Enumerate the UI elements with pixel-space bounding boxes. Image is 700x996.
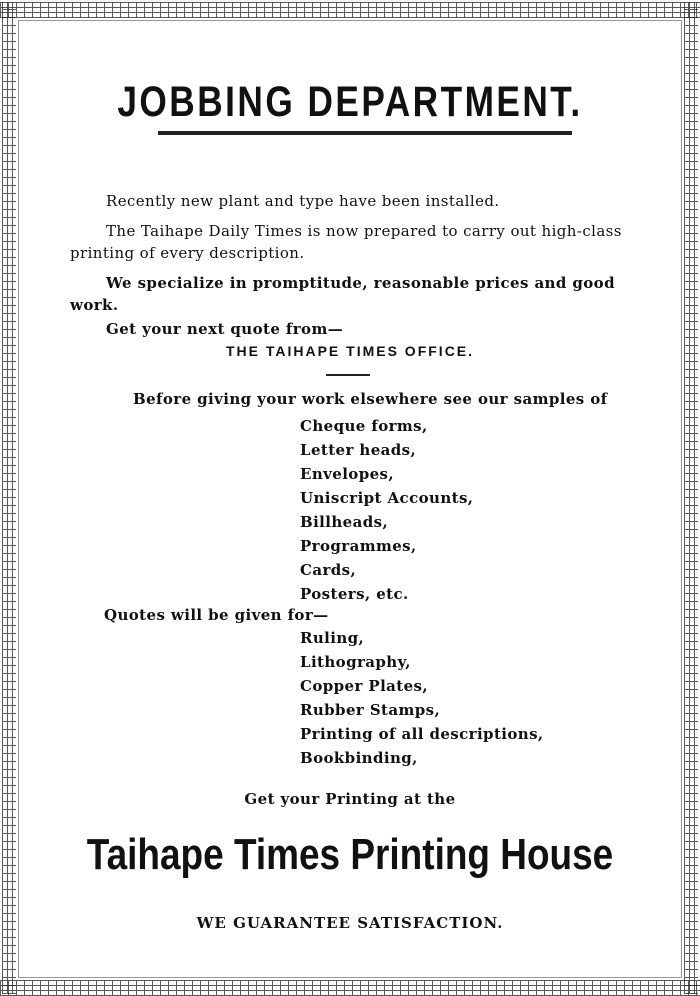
list-item: Programmes,: [300, 537, 417, 555]
samples-lead: Before giving your work elsewhere see our samples of: [133, 390, 608, 408]
intro-text-4: Get your next quote from—: [106, 320, 344, 338]
page-title: JOBBING DEPARTMENT.: [117, 78, 583, 126]
intro-text-1: Recently new plant and type have been installed.: [106, 192, 500, 210]
list-item: Cards,: [300, 561, 357, 579]
ornamental-border-left: [2, 2, 16, 994]
list-item: Lithography,: [300, 653, 411, 671]
list-item: Posters, etc.: [300, 585, 409, 603]
list-item: Printing of all descriptions,: [300, 725, 544, 743]
list-item: Uniscript Accounts,: [300, 489, 474, 507]
ornamental-border-top: [0, 2, 700, 18]
list-item: Rubber Stamps,: [300, 701, 441, 719]
list-item: Letter heads,: [300, 441, 417, 459]
list-item: Copper Plates,: [300, 677, 429, 695]
intro-paragraph-4: [70, 318, 642, 340]
guarantee-line: WE GUARANTEE SATISFACTION.: [196, 914, 504, 932]
ornamental-border-right: [684, 2, 698, 994]
intro-text-3: We specialize in promptitude, reasonable prices and good work.: [70, 274, 615, 314]
office-name: THE TAIHAPE TIMES OFFICE.: [225, 343, 475, 359]
list-item: Envelopes,: [300, 465, 394, 483]
list-item: Ruling,: [300, 629, 365, 647]
printing-house-name: Taihape Times Printing House: [86, 830, 614, 879]
quotes-lead: Quotes will be given for—: [104, 606, 329, 624]
intro-paragraph-1: [70, 190, 642, 212]
quotes-list: [300, 626, 544, 770]
section-divider: [326, 374, 370, 376]
list-item: Billheads,: [300, 513, 389, 531]
samples-list: [300, 414, 473, 606]
get-printing-line: Get your Printing at the: [244, 790, 456, 808]
ornamental-border-bottom: [0, 980, 700, 996]
heading-underline: [158, 131, 572, 135]
intro-paragraph-2: [70, 220, 642, 264]
list-item: Cheque forms,: [300, 417, 428, 435]
list-item: Bookbinding,: [300, 749, 418, 767]
intro-text-2: The Taihape Daily Times is now prepared to carry out high-class printing of every description.: [70, 222, 622, 262]
intro-paragraph-3: [70, 272, 642, 316]
